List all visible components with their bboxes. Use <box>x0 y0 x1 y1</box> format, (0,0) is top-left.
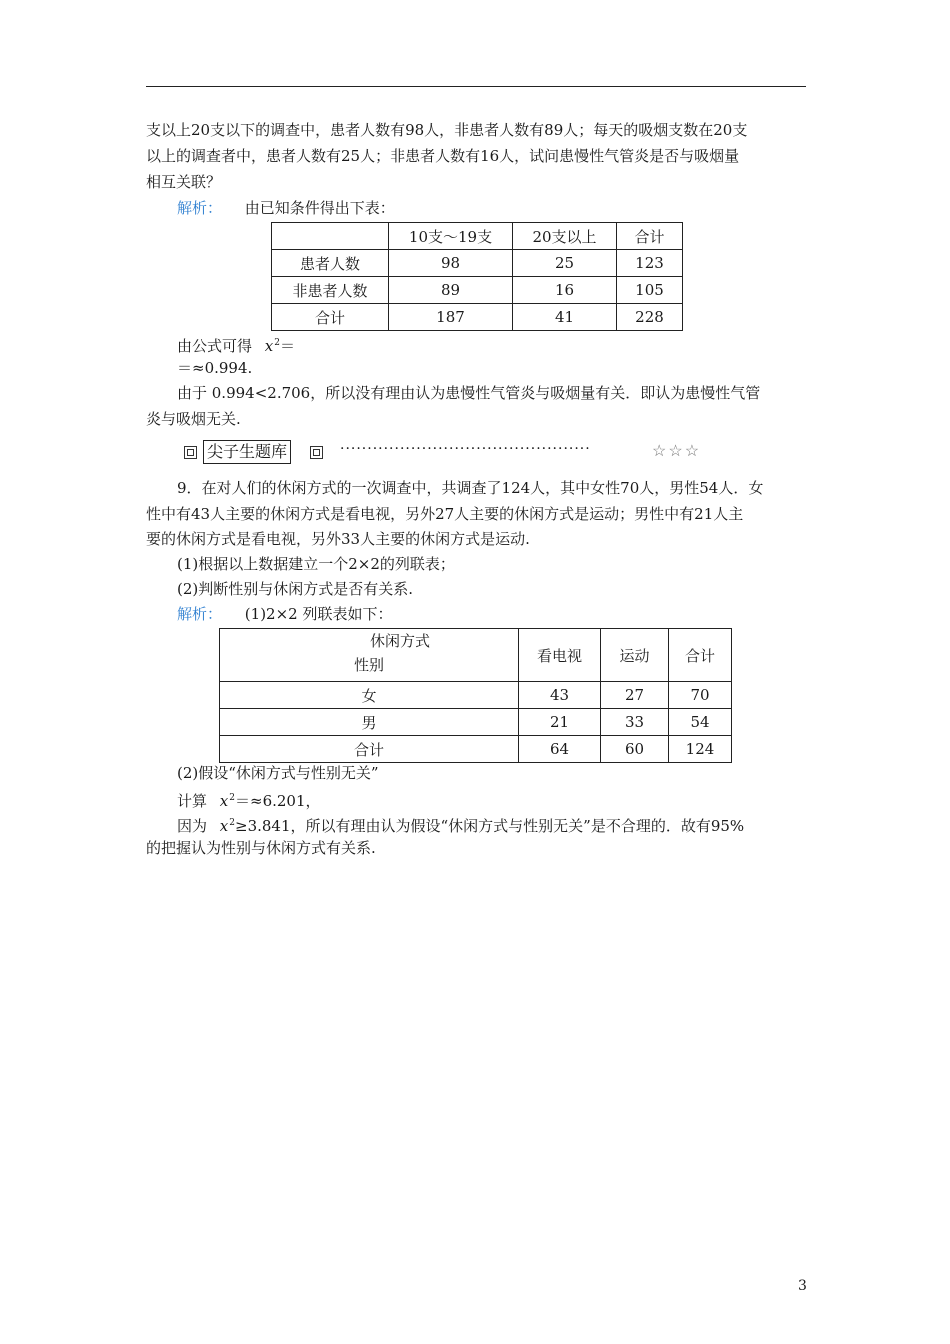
because-suffix: ≥3.841，所以有理由认为假设“休闲方式与性别无关”是不合理的．故有95% <box>235 817 745 835</box>
table-cell: 25 <box>513 250 617 277</box>
section-title: 尖子生题库 <box>203 440 291 464</box>
table-row <box>272 250 683 277</box>
formula-line <box>177 332 295 357</box>
table-cell: 123 <box>617 250 683 277</box>
solution-label: 解析： <box>177 199 223 217</box>
table-cell: 33 <box>601 709 669 736</box>
question-part-1: (1)根据以上数据建立一个2×2的列联表； <box>177 555 455 573</box>
page-number: 3 <box>798 1278 807 1294</box>
table-row <box>272 277 683 304</box>
solution-text: 由已知条件得出下表： <box>244 199 395 217</box>
conclusion-line-1: 由于 0.994<2.706，所以没有理由认为患慢性气管炎与吸烟量有关．即认为患慢性气管 <box>177 384 761 402</box>
table-cell: 女 <box>220 682 519 709</box>
solution-text: (1)2×2 列联表如下： <box>244 605 393 623</box>
solution-1 <box>177 197 395 219</box>
chi-symbol: x <box>219 792 229 810</box>
section-dots: ·············································· <box>340 441 591 457</box>
table-cell <box>272 223 389 250</box>
chi-superscript: 2 <box>229 793 235 803</box>
table-cell: 70 <box>669 682 732 709</box>
table-cell: 非患者人数 <box>272 277 389 304</box>
corner-header-cell <box>220 629 519 682</box>
part2-calc <box>177 787 321 812</box>
formula-prefix: 由公式可得 <box>177 337 253 355</box>
question-line-3: 要的休闲方式是看电视，另外33人主要的休闲方式是运动. <box>146 530 530 548</box>
table-header-row <box>272 223 683 250</box>
question-line-1: 9．在对人们的休闲方式的一次调查中，共调查了124人，其中女性70人，男性54人．女 <box>177 479 764 497</box>
table-cell: 10支～19支 <box>389 223 513 250</box>
table-cell: 男 <box>220 709 519 736</box>
corner-bottom-label: 性别 <box>354 656 385 674</box>
part2-assumption: (2)假设“休闲方式与性别无关” <box>177 764 379 782</box>
table-cell: 60 <box>601 736 669 763</box>
smoking-table <box>271 222 683 331</box>
table-cell: 27 <box>601 682 669 709</box>
chi-superscript: 2 <box>229 818 235 828</box>
part2-because <box>177 812 744 837</box>
table-cell: 16 <box>513 277 617 304</box>
table-cell: 患者人数 <box>272 250 389 277</box>
solution-2 <box>177 603 392 625</box>
difficulty-stars: ☆☆☆ <box>652 441 702 460</box>
table-cell: 187 <box>389 304 513 331</box>
table-cell: 124 <box>669 736 732 763</box>
square-icon <box>310 446 323 459</box>
table-cell: 54 <box>669 709 732 736</box>
table-row <box>272 304 683 331</box>
table-header-row <box>220 629 732 682</box>
table-row <box>220 736 732 763</box>
because-prefix: 因为 <box>177 817 208 835</box>
calc-suffix: ＝≈6.201， <box>235 792 321 810</box>
table-cell: 合计 <box>617 223 683 250</box>
table-row <box>220 709 732 736</box>
header-rule <box>146 86 806 87</box>
question-part-2: (2)判断性别与休闲方式是否有关系. <box>177 580 414 598</box>
table-cell: 21 <box>519 709 601 736</box>
solution-label: 解析： <box>177 605 223 623</box>
table-cell: 64 <box>519 736 601 763</box>
table-cell: 105 <box>617 277 683 304</box>
table-cell: 合计 <box>669 629 732 682</box>
table-cell: 20支以上 <box>513 223 617 250</box>
table-cell: 运动 <box>601 629 669 682</box>
intro-line-2: 以上的调查者中，患者人数有25人；非患者人数有16人，试问患慢性气管炎是否与吸烟量 <box>146 147 740 165</box>
square-icon <box>184 446 197 459</box>
question-line-2: 性中有43人主要的休闲方式是看电视，另外27人主要的休闲方式是运动；男性中有21人主 <box>146 505 744 523</box>
chi-symbol: x <box>264 337 274 355</box>
corner-top-label: 休闲方式 <box>370 632 431 650</box>
table-cell: 合计 <box>272 304 389 331</box>
chi-symbol: x <box>219 817 229 835</box>
intro-line-3: 相互关联？ <box>146 173 222 191</box>
table-cell: 89 <box>389 277 513 304</box>
intro-line-1: 支以上20支以下的调查中，患者人数有98人，非患者人数有89人；每天的吸烟支数在20支 <box>146 121 748 139</box>
part2-final: 的把握认为性别与休闲方式有关系. <box>146 839 376 857</box>
calc-prefix: 计算 <box>177 792 208 810</box>
table-cell: 43 <box>519 682 601 709</box>
table-cell: 看电视 <box>519 629 601 682</box>
conclusion-line-2: 炎与吸烟无关. <box>146 410 241 428</box>
table-cell: 98 <box>389 250 513 277</box>
table-cell: 合计 <box>220 736 519 763</box>
formula-suffix: ＝ <box>280 337 296 355</box>
table-cell: 228 <box>617 304 683 331</box>
formula-result: ＝≈0.994. <box>177 359 253 377</box>
table-row <box>220 682 732 709</box>
table-cell: 41 <box>513 304 617 331</box>
leisure-table <box>219 628 732 763</box>
chi-superscript: 2 <box>274 338 280 348</box>
